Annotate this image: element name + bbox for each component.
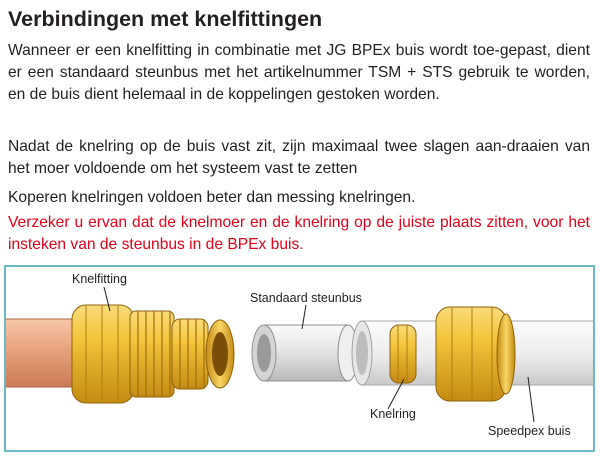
knelring-part [390, 325, 416, 383]
paragraph-knelringen: Koperen knelringen voldoen beter dan messing knelringen. [8, 189, 416, 206]
knelfitting-body [72, 305, 234, 403]
warning-paragraph: Verzeker u ervan dat de knelmoer en de knelring op de juiste plaats zitten, voor het insteken van de steunbus in de BPEx buis. [8, 214, 590, 253]
label-knelfitting: Knelfitting [72, 272, 127, 286]
fitting-diagram [4, 265, 595, 452]
page-title: Verbindingen met knelfittingen [8, 7, 323, 31]
paragraph-steunbus: Wanneer er een knelfitting in combinatie met JG BPEx buis wordt toe-gepast, dient er een standaard steunbus met het artikelnummer TSM + STS gebruik te worden, en de buis dient helemaal in de koppelingen gestoken worden. [8, 42, 590, 103]
label-knelring: Knelring [370, 407, 416, 421]
label-standaard-steunbus: Standaard steunbus [250, 291, 362, 305]
steunbus-part [252, 325, 358, 381]
paragraph-aandraaien: Nadat de knelring op de buis vast zit, zijn maximaal twee slagen aan-draaien van het moer voldoende om het systeem vast te zetten [8, 138, 590, 177]
knelmoer-part [436, 307, 515, 401]
label-speedpex-buis: Speedpex buis [488, 424, 571, 438]
